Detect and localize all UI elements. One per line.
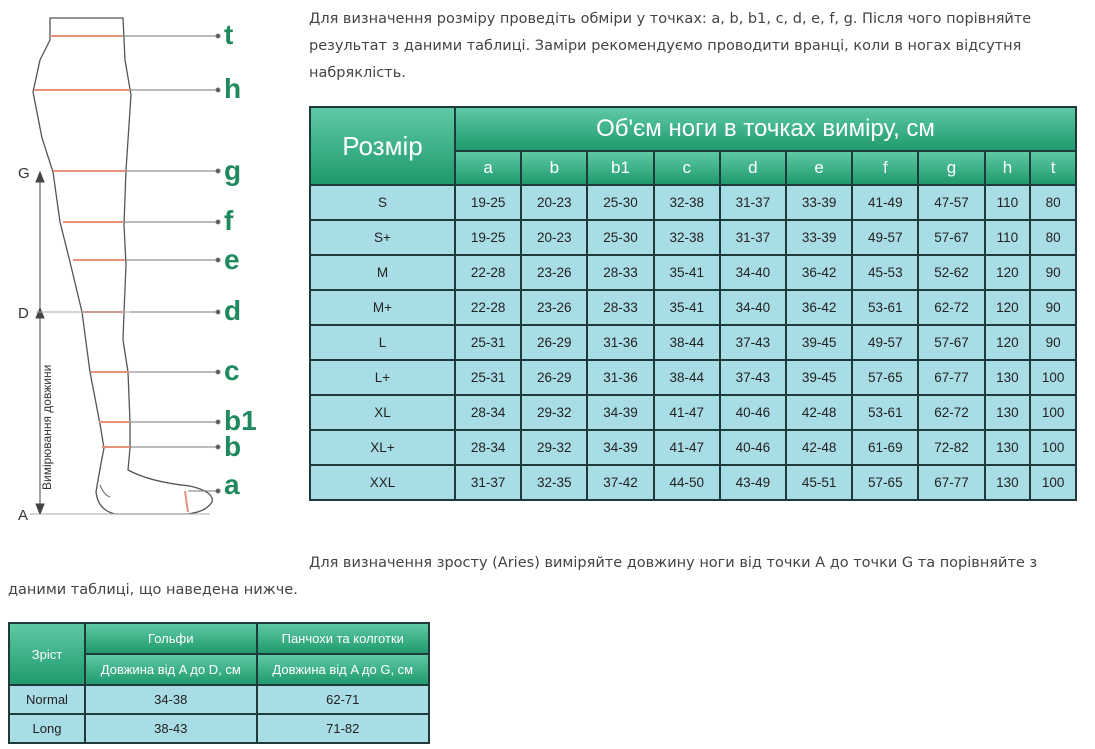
table-row: [9, 685, 429, 714]
table-cell: 57-67: [918, 220, 984, 255]
table-cell: 25-30: [587, 220, 653, 255]
height-table: [8, 622, 430, 744]
table-cell: 23-26: [521, 290, 587, 325]
table-cell: 19-25: [455, 220, 521, 255]
table-cell: 120: [985, 255, 1031, 290]
table-cell: 25-30: [587, 185, 653, 220]
table-cell: 34-38: [85, 685, 257, 714]
table-cell: 42-48: [786, 395, 852, 430]
table-cell: 25-31: [455, 360, 521, 395]
size-label-cell: L+: [310, 360, 455, 395]
size-label-cell: S: [310, 185, 455, 220]
table-cell: 26-29: [521, 325, 587, 360]
table-cell: 39-45: [786, 360, 852, 395]
table-cell: 19-25: [455, 185, 521, 220]
golfs-subheader: Довжина від A до D, см: [85, 654, 257, 685]
table-cell: 37-43: [720, 325, 786, 360]
table-cell: 20-23: [521, 220, 587, 255]
height-header: Зріст: [9, 623, 85, 685]
volume-header: Об'єм ноги в точках виміру, см: [455, 107, 1076, 151]
size-label-cell: XL+: [310, 430, 455, 465]
point-label-d: d: [224, 295, 242, 326]
table-cell: 40-46: [720, 395, 786, 430]
table-cell: 36-42: [786, 290, 852, 325]
table-cell: 31-37: [720, 220, 786, 255]
table-cell: 23-26: [521, 255, 587, 290]
table-cell: 41-49: [852, 185, 918, 220]
table-cell: 31-37: [455, 465, 521, 500]
table-cell: 28-33: [587, 290, 653, 325]
table-cell: 43-49: [720, 465, 786, 500]
table-cell: 52-62: [918, 255, 984, 290]
table-cell: 67-77: [918, 360, 984, 395]
table-cell: 57-65: [852, 360, 918, 395]
size-column-header: g: [918, 151, 984, 185]
table-cell: 57-67: [918, 325, 984, 360]
point-label-f: f: [224, 205, 234, 236]
golfs-header: Гольфи: [85, 623, 257, 654]
table-cell: 130: [985, 430, 1031, 465]
table-cell: 130: [985, 395, 1031, 430]
leg-outline: [33, 18, 212, 514]
size-label-cell: M: [310, 255, 455, 290]
size-column-header: c: [654, 151, 720, 185]
table-cell: 100: [1030, 360, 1076, 395]
table-cell: 31-37: [720, 185, 786, 220]
table-cell: 36-42: [786, 255, 852, 290]
table-cell: 40-46: [720, 430, 786, 465]
table-cell: 90: [1030, 325, 1076, 360]
table-cell: 130: [985, 465, 1031, 500]
table-cell: 31-36: [587, 325, 653, 360]
table-cell: 110: [985, 185, 1031, 220]
table-cell: 34-40: [720, 290, 786, 325]
table-cell: 33-39: [786, 185, 852, 220]
vertical-length-label: Вимірювання довжини: [40, 364, 54, 490]
size-column-header: b1: [587, 151, 653, 185]
height-label-cell: Long: [9, 714, 85, 743]
table-cell: 28-33: [587, 255, 653, 290]
table-cell: 41-47: [654, 395, 720, 430]
table-cell: 130: [985, 360, 1031, 395]
size-header: Розмір: [310, 107, 455, 185]
table-cell: 22-28: [455, 290, 521, 325]
intro-paragraph: Для визначення розміру проведіть обміри у точках: a, b, b1, c, d, e, f, g. Після чого порівняйте результат з даними таблиці. Заміри рекомендуємо проводити вранці, коли в ногах відсутня набряклість.: [309, 11, 1032, 81]
size-column-header: a: [455, 151, 521, 185]
table-cell: 47-57: [918, 185, 984, 220]
table-cell: 20-23: [521, 185, 587, 220]
table-cell: 62-72: [918, 395, 984, 430]
table-row: [310, 465, 1076, 500]
table-cell: 62-71: [257, 685, 429, 714]
axis-letter-a: A: [18, 507, 29, 524]
table-cell: 62-72: [918, 290, 984, 325]
table-cell: 28-34: [455, 395, 521, 430]
table-row: [310, 325, 1076, 360]
table-cell: 34-40: [720, 255, 786, 290]
table-cell: 57-65: [852, 465, 918, 500]
table-cell: 35-41: [654, 255, 720, 290]
leg-measurement-diagram: [0, 0, 290, 530]
point-label-h: h: [224, 73, 242, 104]
size-label-cell: S+: [310, 220, 455, 255]
table-row: [310, 255, 1076, 290]
size-label-cell: L: [310, 325, 455, 360]
table-cell: 38-43: [85, 714, 257, 743]
point-label-a: a: [224, 469, 240, 500]
table-cell: 29-32: [521, 395, 587, 430]
table-cell: 37-42: [587, 465, 653, 500]
size-label-cell: M+: [310, 290, 455, 325]
table-cell: 38-44: [654, 325, 720, 360]
table-cell: 28-34: [455, 430, 521, 465]
size-column-header: b: [521, 151, 587, 185]
table-row: [310, 290, 1076, 325]
table-cell: 120: [985, 290, 1031, 325]
height-label-cell: Normal: [9, 685, 85, 714]
table-row: [310, 220, 1076, 255]
table-row: [310, 430, 1076, 465]
table-cell: 100: [1030, 465, 1076, 500]
table-cell: 49-57: [852, 220, 918, 255]
point-label-b: b: [224, 431, 242, 462]
table-cell: 38-44: [654, 360, 720, 395]
table-cell: 33-39: [786, 220, 852, 255]
table-cell: 29-32: [521, 430, 587, 465]
table-cell: 110: [985, 220, 1031, 255]
leader-lines: [122, 34, 220, 493]
size-column-header: t: [1030, 151, 1076, 185]
point-label-g: g: [224, 155, 242, 186]
table-cell: 53-61: [852, 290, 918, 325]
table-cell: 45-53: [852, 255, 918, 290]
table-cell: 37-43: [720, 360, 786, 395]
table-cell: 32-35: [521, 465, 587, 500]
table-cell: 34-39: [587, 395, 653, 430]
table-cell: 71-82: [257, 714, 429, 743]
table-cell: 120: [985, 325, 1031, 360]
table-cell: 44-50: [654, 465, 720, 500]
size-column-header: h: [985, 151, 1031, 185]
table-cell: 26-29: [521, 360, 587, 395]
table-cell: 49-57: [852, 325, 918, 360]
table-cell: 53-61: [852, 395, 918, 430]
table-cell: 31-36: [587, 360, 653, 395]
size-table: [309, 106, 1077, 501]
table-cell: 90: [1030, 255, 1076, 290]
table-row: [310, 185, 1076, 220]
table-cell: 80: [1030, 220, 1076, 255]
table-cell: 100: [1030, 395, 1076, 430]
table-cell: 25-31: [455, 325, 521, 360]
table-cell: 90: [1030, 290, 1076, 325]
point-label-b1: b1: [224, 405, 257, 436]
table-cell: 41-47: [654, 430, 720, 465]
stockings-header: Панчохи та колготки: [257, 623, 429, 654]
size-column-header: d: [720, 151, 786, 185]
table-cell: 32-38: [654, 185, 720, 220]
size-column-header: f: [852, 151, 918, 185]
size-label-cell: XL: [310, 395, 455, 430]
table-cell: 39-45: [786, 325, 852, 360]
table-cell: 22-28: [455, 255, 521, 290]
table-cell: 34-39: [587, 430, 653, 465]
point-label-t: t: [224, 19, 234, 50]
table-row: [310, 360, 1076, 395]
table-row: [310, 395, 1076, 430]
point-label-e: e: [224, 244, 240, 275]
table-cell: 100: [1030, 430, 1076, 465]
table-cell: 67-77: [918, 465, 984, 500]
table-cell: 32-38: [654, 220, 720, 255]
axis-letter-g: G: [18, 165, 30, 182]
table-cell: 72-82: [918, 430, 984, 465]
table-cell: 45-51: [786, 465, 852, 500]
stockings-subheader: Довжина від A до G, см: [257, 654, 429, 685]
height-paragraph: Для визначення зросту (Aries) виміряйте довжину ноги від точки А до точки G та порівняйте з даними таблиці, що наведена нижче.: [8, 555, 1038, 598]
size-label-cell: XXL: [310, 465, 455, 500]
table-row: [9, 714, 429, 743]
size-column-header: e: [786, 151, 852, 185]
table-cell: 35-41: [654, 290, 720, 325]
table-cell: 80: [1030, 185, 1076, 220]
axis-letter-d: D: [18, 305, 29, 322]
table-cell: 42-48: [786, 430, 852, 465]
point-label-c: c: [224, 355, 240, 386]
table-cell: 61-69: [852, 430, 918, 465]
